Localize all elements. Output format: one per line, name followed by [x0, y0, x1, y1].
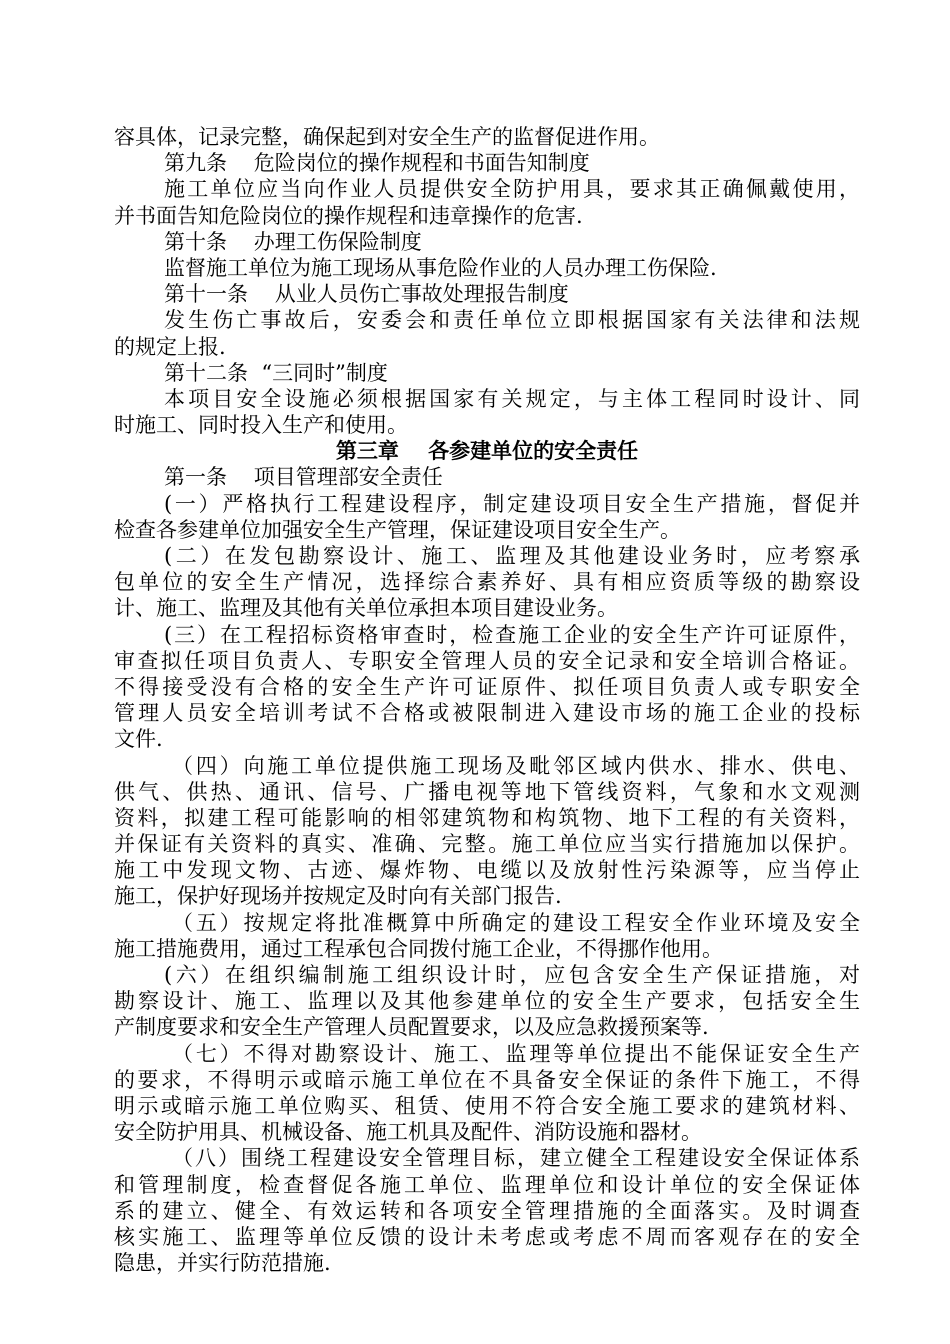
text-line: 明示或暗示施工单位购买、租赁、使用不符合安全施工要求的建筑材料、	[114, 1093, 860, 1118]
text-line: 和管理制度，检查督促各施工单位、监理单位和设计单位的安全保证体	[114, 1172, 860, 1197]
text-line: 第十二条 “三同时”制度	[164, 360, 388, 385]
text-line: 安全防护用具、机械设备、施工机具及配件、消防设施和器材。	[114, 1120, 702, 1145]
text-line: 并保证有关资料的真实、准确、完整。施工单位应当实行措施加以保护。	[114, 832, 860, 857]
text-line: 资料，拟建工程可能影响的相邻建筑物和构筑物、地下工程的有关资料，	[114, 805, 860, 830]
text-line: 计、施工、监理及其他有关单位承担本项目建设业务。	[114, 596, 618, 621]
text-line: 文件.	[114, 727, 163, 752]
text-line: 的要求，不得明示或暗示施工单位在不具备安全保证的条件下施工，不得	[114, 1067, 860, 1092]
text-line: （五）按规定将批准概算中所确定的建设工程安全作业环境及安全	[172, 910, 860, 935]
text-line: 本项目安全设施必须根据国家有关规定，与主体工程同时设计、同	[164, 386, 860, 411]
text-line: 施工单位应当向作业人员提供安全防护用具，要求其正确佩戴使用，	[164, 177, 860, 202]
text-line: 施工措施费用，通过工程承包合同拨付施工企业，不得挪作他用。	[114, 936, 723, 961]
text-line: 时施工、同时投入生产和使用。	[114, 413, 408, 438]
text-line: 施工，保护好现场并按规定及时向有关部门报告.	[114, 884, 562, 909]
text-line: 第一条 项目管理部安全责任	[164, 465, 443, 490]
text-line: 不得接受没有合格的安全生产许可证原件、拟任项目负责人或专职安全	[114, 674, 860, 699]
text-line: （四）向施工单位提供施工现场及毗邻区域内供水、排水、供电、	[172, 753, 860, 778]
text-line: (一）严格执行工程建设程序，制定建设项目安全生产措施，督促并	[164, 491, 860, 516]
text-line: 系的建立、健全、有效运转和各项安全管理措施的全面落实。及时调查	[114, 1198, 860, 1223]
text-line: (三）在工程招标资格审查时，检查施工企业的安全生产许可证原件，	[164, 622, 860, 647]
text-line: 供气、供热、通讯、信号、广播电视等地下管线资料，气象和水文观测	[114, 779, 860, 804]
text-line: 发生伤亡事故后，安委会和责任单位立即根据国家有关法律和法规	[164, 308, 860, 333]
text-line: 并书面告知危险岗位的操作规程和违章操作的危害.	[114, 203, 583, 228]
text-line: 管理人员安全培训考试不合格或被限制进入建设市场的施工企业的投标	[114, 701, 860, 726]
text-line: （八）围绕工程建设安全管理目标，建立健全工程建设安全保证体系	[172, 1146, 860, 1171]
text-line: 核实施工、监理等单位反馈的设计未考虑或考虑不周而客观存在的安全	[114, 1224, 860, 1249]
text-line: 勘察设计、施工、监理以及其他参建单位的安全生产要求，包括安全生	[114, 989, 860, 1014]
text-line: （七）不得对勘察设计、施工、监理等单位提出不能保证安全生产	[172, 1041, 860, 1066]
text-line: 监督施工单位为施工现场从事危险作业的人员办理工伤保险.	[164, 255, 717, 280]
text-line: 检查各参建单位加强安全生产管理，保证建设项目安全生产。	[114, 517, 681, 542]
document-page	[114, 124, 860, 1276]
text-line: 的规定上报.	[114, 334, 226, 359]
chapter-heading: 第三章 各参建单位的安全责任	[335, 438, 639, 464]
text-line: 第十条 办理工伤保险制度	[164, 229, 422, 254]
text-line: 包单位的安全生产情况，选择综合素养好、具有相应资质等级的勘察设	[114, 570, 860, 595]
text-line: 容具体，记录完整，确保起到对安全生产的监督促进作用。	[114, 125, 660, 149]
text-line: 施工中发现文物、古迹、爆炸物、电缆以及放射性污染源等，应当停止	[114, 858, 860, 883]
text-line: 第十一条 从业人员伤亡事故处理报告制度	[164, 282, 569, 307]
text-line: 第九条 危险岗位的操作规程和书面告知制度	[164, 151, 590, 176]
text-line: 审查拟任项目负责人、专职安全管理人员的安全记录和安全培训合格证。	[114, 648, 860, 673]
text-line: 产制度要求和安全生产管理人员配置要求，以及应急救援预案等.	[114, 1015, 709, 1040]
text-line: (六）在组织编制施工组织设计时，应包含安全生产保证措施，对	[164, 963, 860, 987]
text-line: (二）在发包勘察设计、施工、监理及其他建设业务时，应考察承	[164, 544, 860, 568]
text-line: 隐患，并实行防范措施.	[114, 1251, 331, 1276]
